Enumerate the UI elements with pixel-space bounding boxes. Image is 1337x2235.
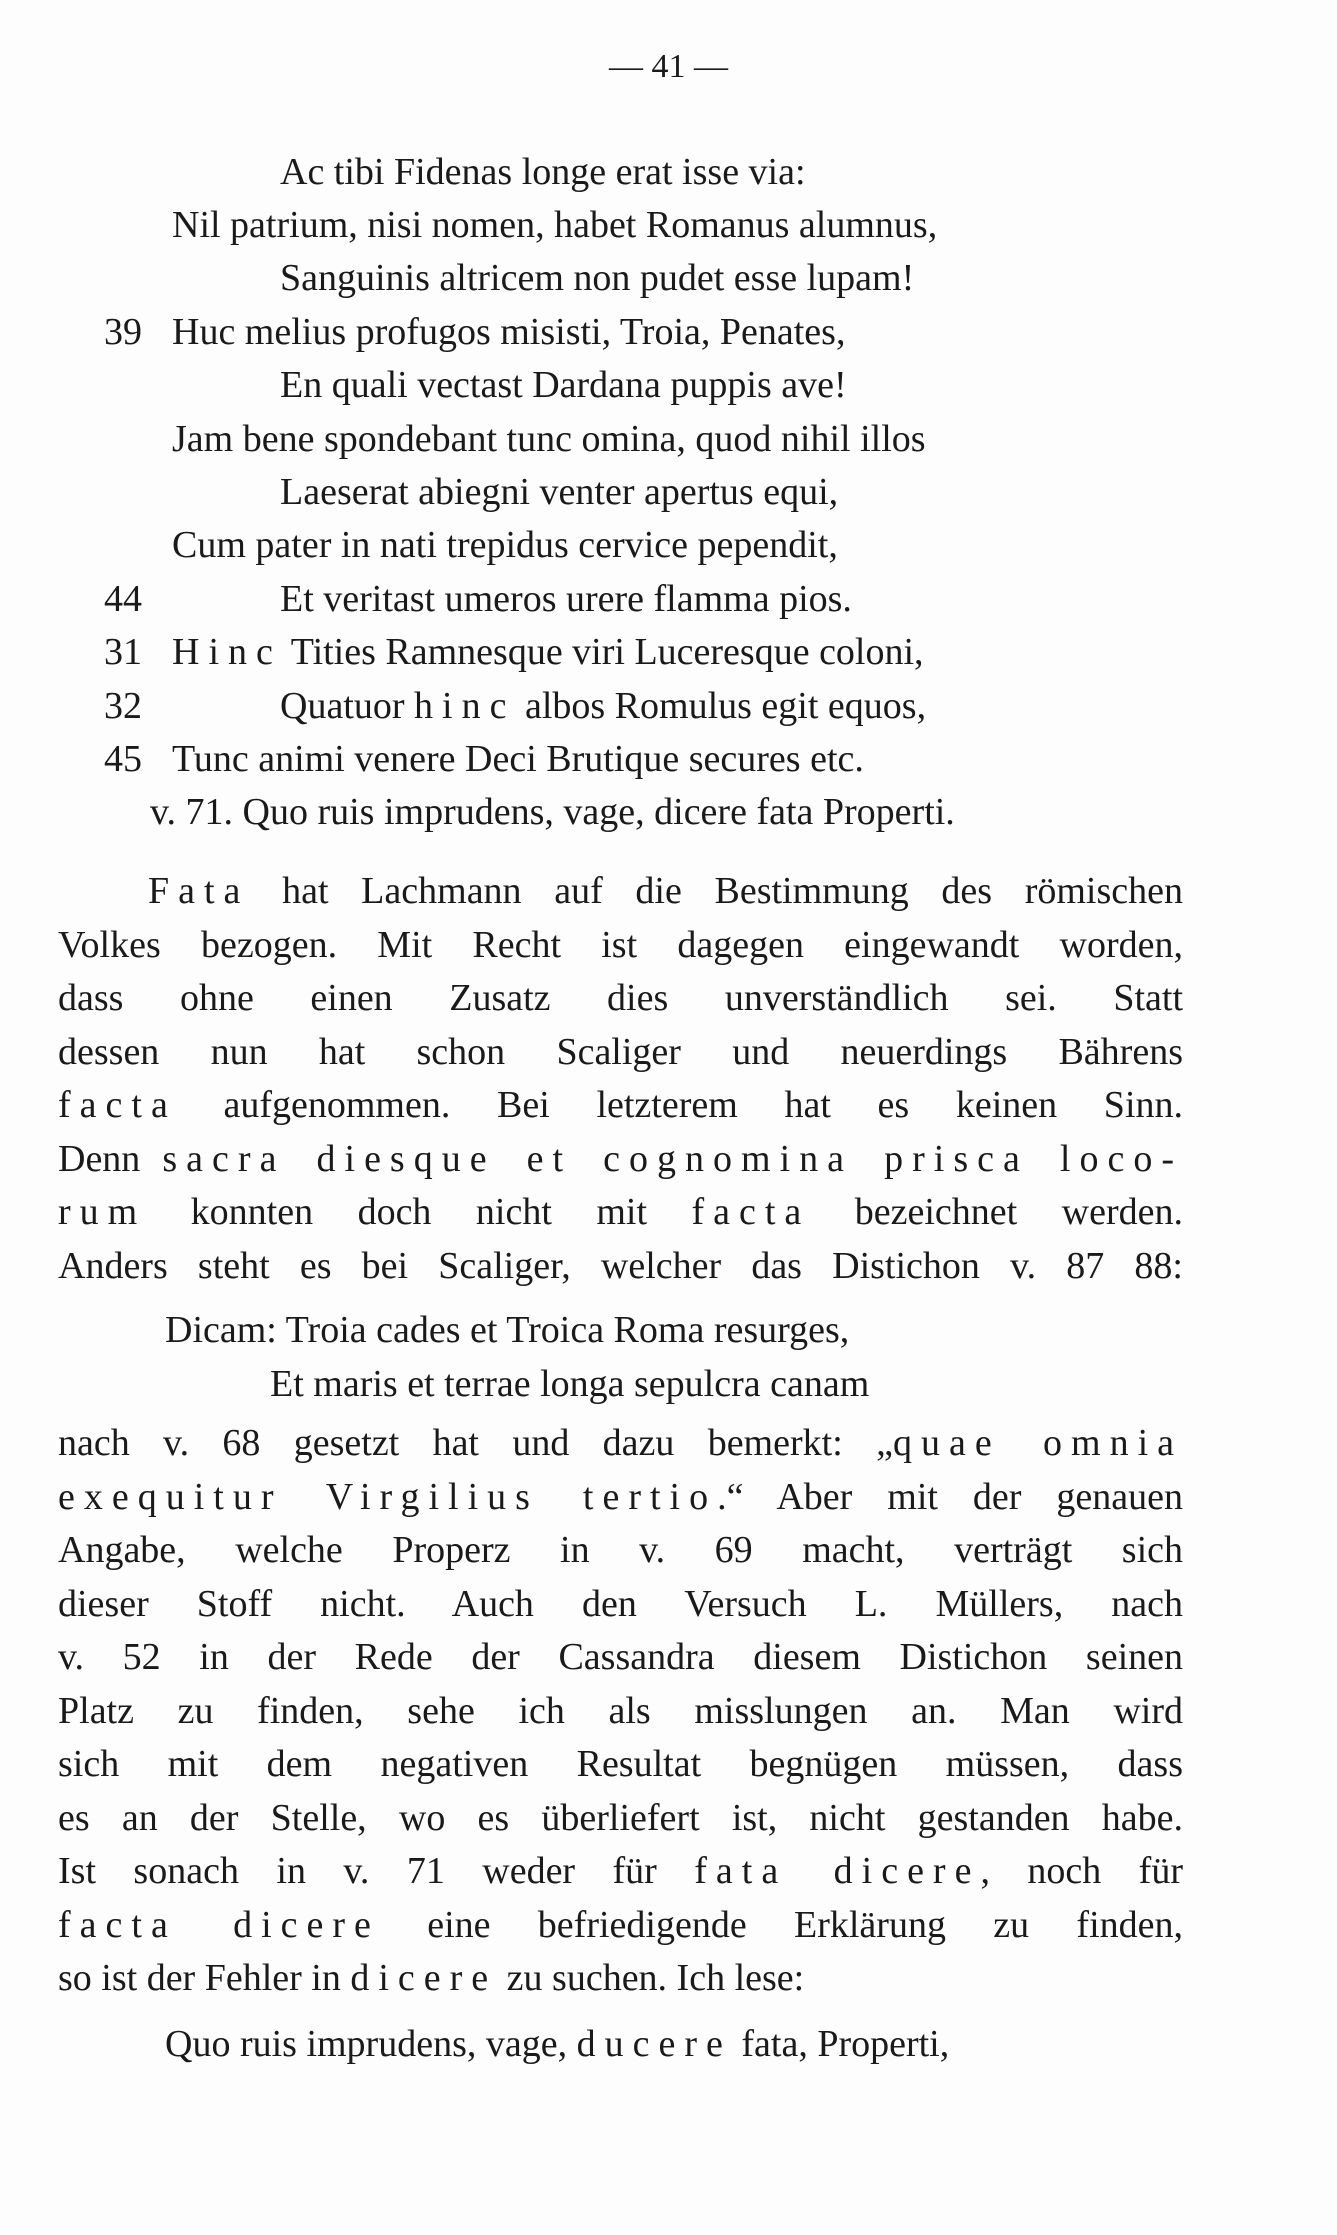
verse-line [280,684,926,728]
prose-paragraph [58,865,1183,1293]
verse-line: Et veritast umeros urere flamma pios. [280,578,852,620]
prose-line: v. 52 in der Rede der Cassandra diesem Distichon seinen [58,1636,1183,1678]
prose-text: zu suchen. Ich lese: [497,1957,805,1999]
verse-text: Tities Ramnesque viri Luceresque coloni, [281,631,924,673]
prose-line [58,1186,1183,1240]
prose-line [58,1899,1183,1953]
verse-line [165,2022,949,2066]
prose-line [58,1417,1183,1471]
prose-line: dieser Stoff nicht. Auch den Versuch L. Müllers, nach [58,1582,1183,1625]
prose-line [58,1952,1183,2006]
verse-text: Quo ruis imprudens, vage, [165,2023,577,2065]
spaced-word: Hinc [172,631,282,673]
prose-paragraph [58,1417,1183,2006]
spaced-word: fata dicere [694,1850,981,1892]
spaced-word: exequitur Virgilius tertio [58,1475,718,1518]
prose-text: Denn [58,1137,163,1180]
prose-line: Volkes bezogen. Mit Recht ist dagegen eingewandt worden, [58,923,1183,966]
verse-line: Dicam: Troia cades et Troica Roma resurges, [165,1309,850,1351]
verse-text: Quatuor [280,685,415,727]
prose-line: Angabe, welche Properz in v. 69 macht, verträgt sich [58,1529,1183,1571]
verse-line: Sanguinis altricem non pudet esse lupam! [280,257,915,299]
prose-text: hat Lachmann auf die Bestimmung des römischen [249,870,1183,912]
prose-line [58,1845,1183,1899]
spaced-word: sacra diesque et cognomina prisca loco- [162,1137,1183,1180]
prose-line: Anders steht es bei Scaliger, welcher das Distichon v. 87 88: [58,1244,1183,1287]
prose-text: nach v. 68 gesetzt hat und dazu bemerkt: „ [58,1422,893,1464]
verse-line: Tunc animi venere Deci Brutique secures etc. [172,738,864,780]
spaced-word: ducere [576,2023,732,2065]
verse-line: v. 71. Quo ruis imprudens, vage, dicere fata Properti. [150,791,955,833]
verse-line: Huc melius profugos misisti, Troia, Penates, [172,311,846,353]
spaced-word: quae omnia [892,1422,1183,1464]
verse-line: Laeserat abiegni venter apertus equi, [280,471,839,513]
spaced-word: facta [58,1084,177,1126]
line-number: 45 [104,738,142,780]
verse-line: En quali vectast Dardana puppis ave! [280,364,847,406]
prose-line: dessen nun hat schon Scaliger und neuerdings Bährens [58,1030,1183,1073]
verse-line: Nil patrium, nisi nomen, habet Romanus alumnus, [172,204,938,246]
prose-line [58,1079,1183,1133]
verse-line: Et maris et terrae longa sepulcra canam [270,1363,870,1405]
verse-line: Jam bene spondebant tunc omina, quod nihil illos [172,418,926,460]
prose-line: dass ohne einen Zusatz dies unverständlich sei. Statt [58,977,1183,1019]
prose-text: konnten doch nicht mit [146,1191,692,1233]
line-number: 39 [104,311,142,353]
prose-text: bezeichnet werden. [810,1191,1183,1233]
prose-text: .“ Aber mit der genauen [717,1475,1183,1518]
page-number: — 41 — [609,48,728,85]
spaced-word: dicere [350,1957,498,1999]
verse-text: albos Romulus egit equos, [515,685,927,727]
spaced-word: rum [58,1191,147,1233]
prose-text: so ist der Fehler in [58,1957,351,1999]
prose-line [58,1133,1183,1187]
prose-line [58,1471,1183,1525]
spaced-word: Fata [148,870,250,912]
prose-line: sich mit dem negativen Resultat begnügen müssen, dass [58,1743,1183,1785]
spaced-word: hinc [414,685,516,727]
verse-text: fata, Properti, [731,2023,950,2065]
verse-line [172,630,924,674]
prose-text: Ist sonach in v. 71 weder für [58,1850,695,1892]
prose-line: Platz zu finden, sehe ich als misslungen an. Man wird [58,1689,1183,1732]
line-number: 44 [104,578,142,620]
verse-line: Ac tibi Fidenas longe erat isse via: [280,151,806,193]
spaced-word: facta dicere [58,1903,380,1946]
prose-line: es an der Stelle, wo es überliefert ist, nicht gestanden habe. [58,1796,1183,1839]
prose-text: eine befriedigende Erklärung zu finden, [379,1903,1183,1946]
prose-line [58,865,1183,919]
line-number: 31 [104,631,142,673]
prose-text: , noch für [980,1850,1183,1892]
prose-text: aufgenommen. Bei letzterem hat es keinen Sinn. [176,1084,1183,1126]
verse-line: Cum pater in nati trepidus cervice pependit, [172,524,838,566]
show-through [900,150,908,184]
spaced-word: facta [691,1191,811,1233]
line-number: 32 [104,685,142,727]
